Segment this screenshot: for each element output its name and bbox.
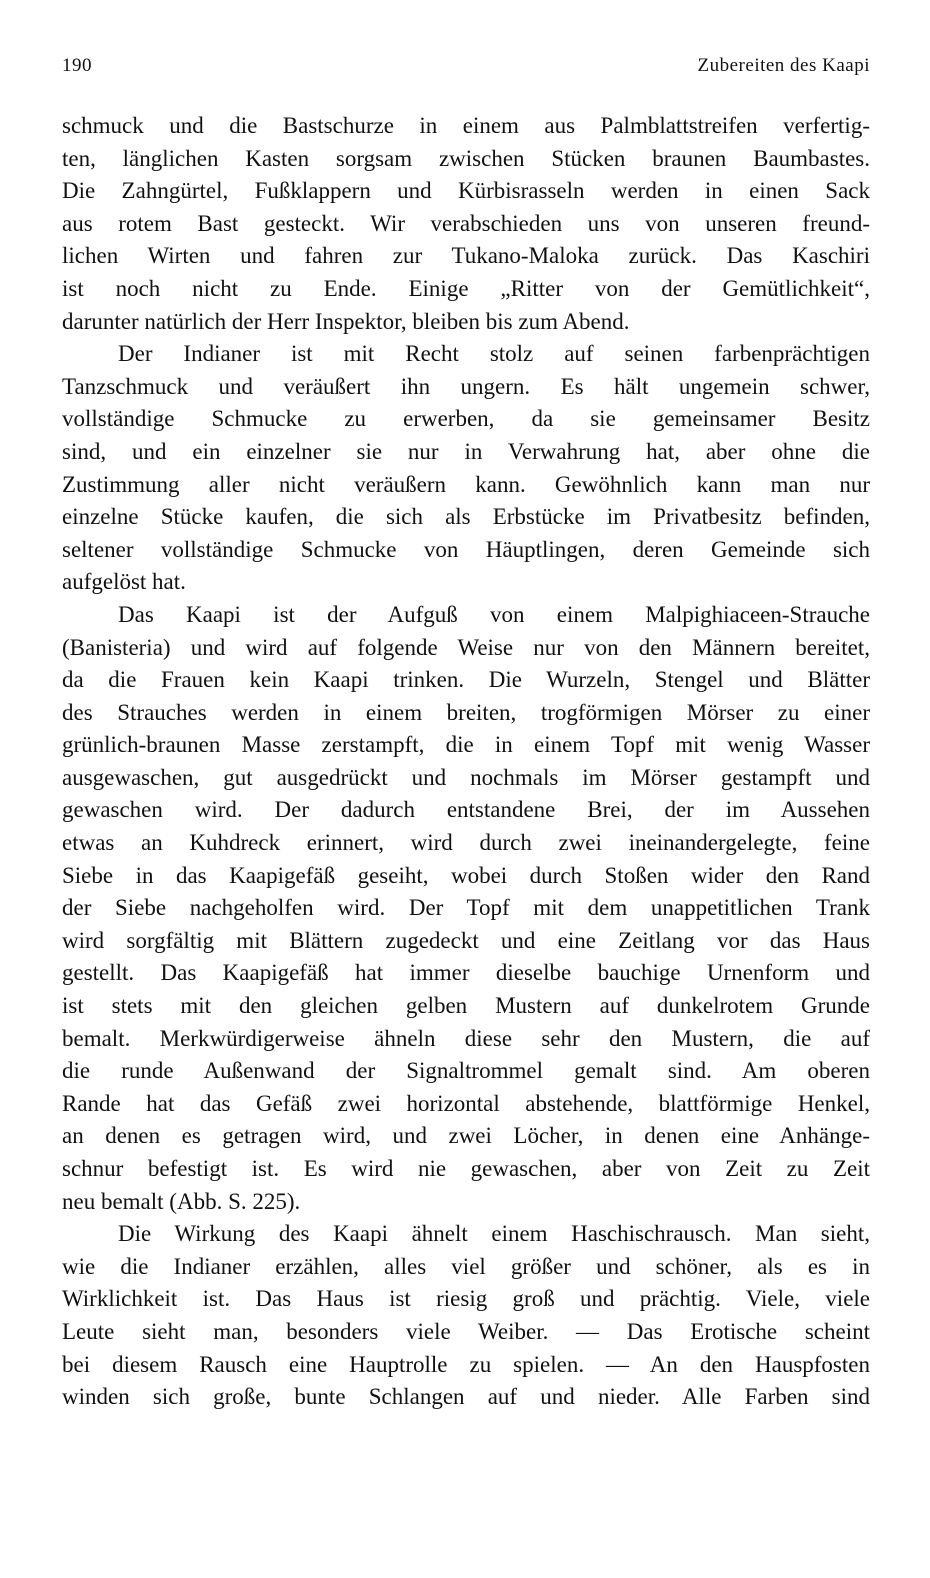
text-line: Leute sieht man, besonders viele Weiber. — Das Erotische scheint [62, 1318, 870, 1344]
text-line: neu bemalt (Abb. S. 225). [62, 1188, 301, 1214]
text-line: vollständige Schmucke zu erwerben, da sie gemeinsamer Besitz [62, 406, 870, 432]
text-line: da die Frauen kein Kaapi trinken. Die Wurzeln, Stengel und Blätter [62, 667, 870, 693]
paragraph [62, 599, 870, 1218]
text-line: grünlich-braunen Masse zerstampft, die in einem Topf mit wenig Wasser [62, 732, 870, 758]
text-line: ist stets mit den gleichen gelben Mustern auf dunkelrotem Grunde [62, 993, 870, 1019]
text-line: Wirklichkeit ist. Das Haus ist riesig groß und prächtig. Viele, viele [62, 1286, 870, 1312]
paragraph [62, 110, 870, 338]
text-line: wird sorgfältig mit Blättern zugedeckt und eine Zeitlang vor das Haus [62, 927, 870, 953]
text-line: aus rotem Bast gesteckt. Wir verabschieden uns von unseren freund- [62, 210, 870, 236]
text-line: Die Wirkung des Kaapi ähnelt einem Haschischrausch. Man sieht, [118, 1221, 870, 1247]
text-line: winden sich große, bunte Schlangen auf und nieder. Alle Farben sind [62, 1384, 870, 1410]
text-line: bei diesem Rausch eine Hauptrolle zu spielen. — An den Hauspfosten [62, 1351, 870, 1377]
text-line: die runde Außenwand der Signaltrommel gemalt sind. Am oberen [62, 1058, 870, 1084]
text-line: Siebe in das Kaapigefäß geseiht, wobei durch Stoßen wider den Rand [62, 862, 870, 888]
text-line: darunter natürlich der Herr Inspektor, bleiben bis zum Abend. [62, 308, 630, 334]
text-line: schmuck und die Bastschurze in einem aus Palmblattstreifen verfertig- [62, 113, 870, 138]
text-line: (Banisteria) und wird auf folgende Weise nur von den Männern bereitet, [62, 634, 870, 660]
text-line: Das Kaapi ist der Aufguß von einem Malpighiaceen-Strauche [118, 601, 870, 627]
text-line: schnur befestigt ist. Es wird nie gewaschen, aber von Zeit zu Zeit [62, 1156, 870, 1181]
text-line: gestellt. Das Kaapigefäß hat immer dieselbe bauchige Urnenform und [62, 960, 870, 986]
text-line: der Siebe nachgeholfen wird. Der Topf mit dem unappetitlichen Trank [62, 895, 870, 921]
text-line: einzelne Stücke kaufen, die sich als Erbstücke im Privatbesitz befinden, [62, 504, 870, 530]
text-line: bemalt. Merkwürdigerweise ähneln diese sehr den Mustern, die auf [62, 1025, 870, 1051]
text-line: des Strauches werden in einem breiten, trogförmigen Mörser zu einer [62, 699, 870, 725]
body-text [62, 110, 870, 1414]
text-line: sind, und ein einzelner sie nur in Verwahrung hat, aber ohne die [62, 438, 870, 464]
text-line: Tanzschmuck und veräußert ihn ungern. Es hält ungemein schwer, [62, 373, 870, 399]
text-line: Die Zahngürtel, Fußklappern und Kürbisrasseln werden in einen Sack [62, 178, 870, 204]
text-line: seltener vollständige Schmucke von Häuptlingen, deren Gemeinde sich [62, 536, 870, 562]
text-line: aufgelöst hat. [62, 569, 186, 595]
text-line: ausgewaschen, gut ausgedrückt und nochmals im Mörser gestampft und [62, 764, 870, 790]
text-line: Rande hat das Gefäß zwei horizontal abstehende, blattförmige Henkel, [62, 1090, 870, 1116]
text-line: wie die Indianer erzählen, alles viel größer und schöner, als es in [62, 1253, 870, 1279]
running-title: Zubereiten des Kaapi [697, 55, 870, 76]
text-line: an denen es getragen wird, und zwei Löcher, in denen eine Anhänge- [62, 1123, 870, 1149]
page-number: 190 [62, 55, 92, 76]
text-line: etwas an Kuhdreck erinnert, wird durch zwei ineinandergelegte, feine [62, 830, 870, 856]
text-line: ist noch nicht zu Ende. Einige „Ritter von der Gemütlichkeit“, [62, 275, 870, 301]
text-line: lichen Wirten und fahren zur Tukano-Maloka zurück. Das Kaschiri [62, 243, 870, 269]
page-header [62, 55, 870, 85]
text-line: ten, länglichen Kasten sorgsam zwischen Stücken braunen Baumbastes. [62, 145, 870, 171]
paragraph [62, 1218, 870, 1414]
text-line: Zustimmung aller nicht veräußern kann. Gewöhnlich kann man nur [62, 471, 870, 497]
paragraph [62, 338, 870, 599]
text-line: Der Indianer ist mit Recht stolz auf seinen farbenprächtigen [118, 341, 870, 367]
text-line: gewaschen wird. Der dadurch entstandene Brei, der im Aussehen [62, 797, 870, 823]
